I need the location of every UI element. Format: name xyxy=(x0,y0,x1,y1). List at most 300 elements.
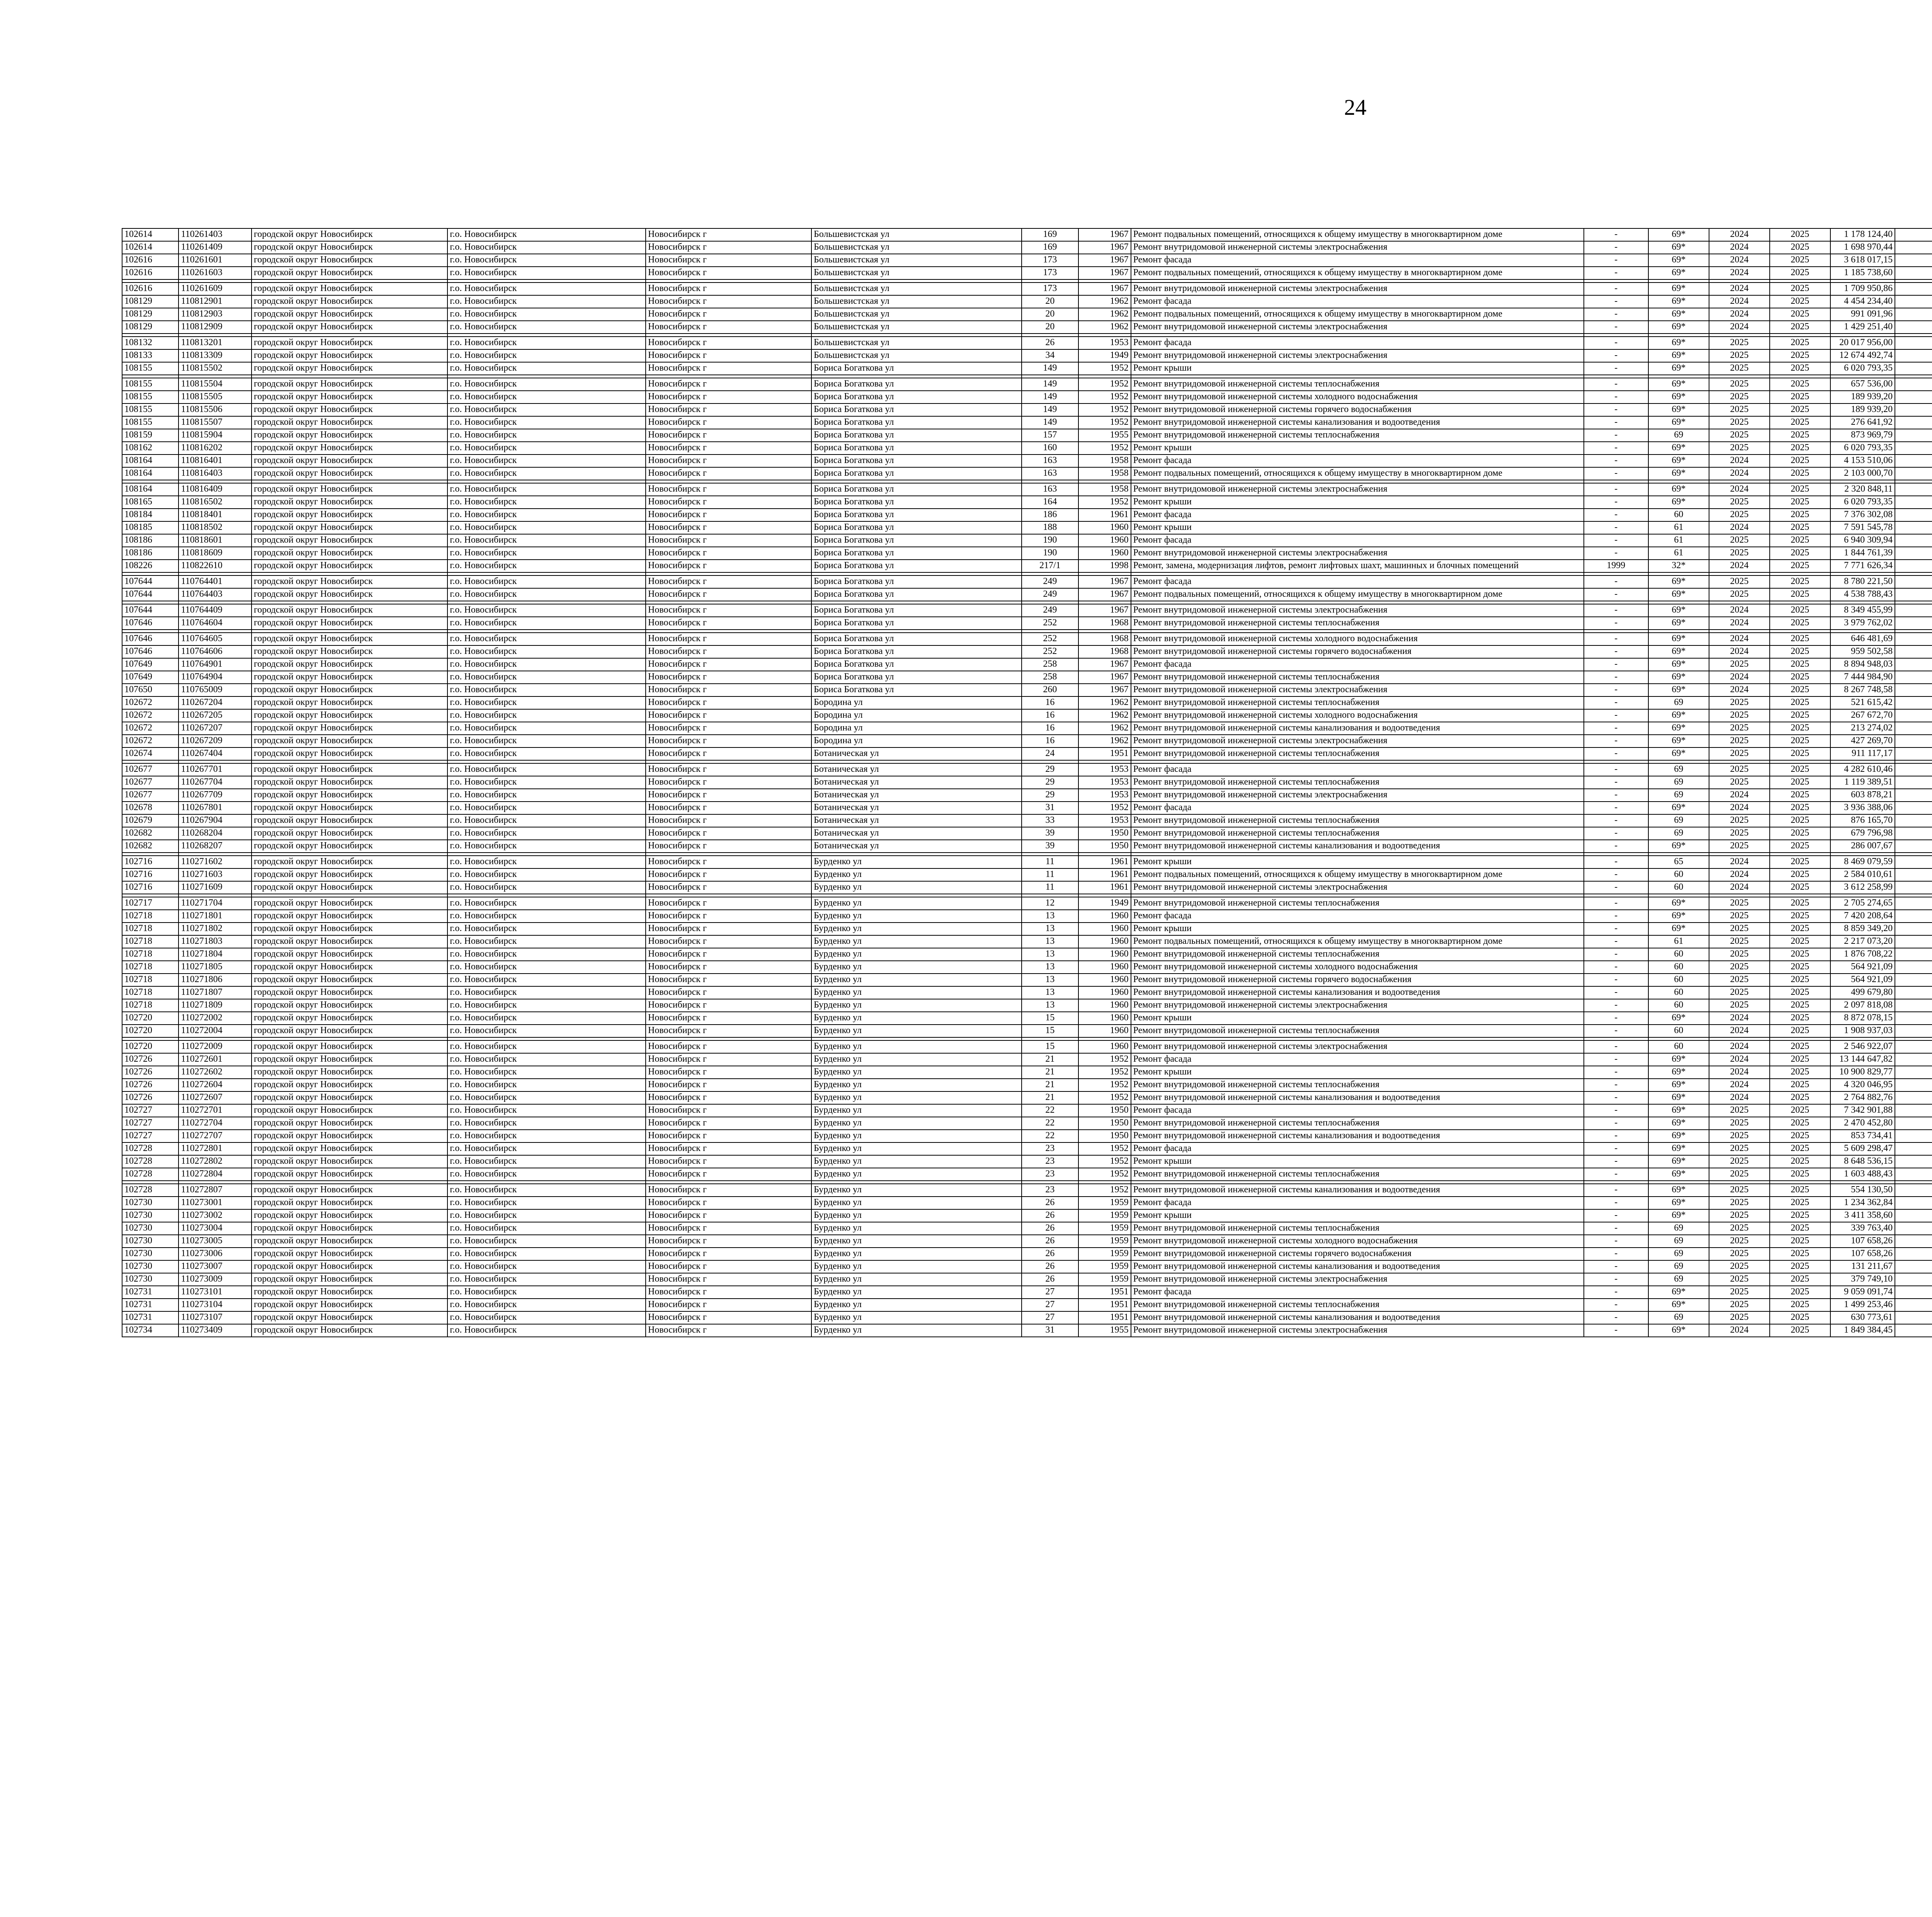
cell-fund-cost xyxy=(1895,633,1932,645)
cell-plan-year: 2025 xyxy=(1709,442,1770,455)
cell-total-cost: 564 921,09 xyxy=(1830,961,1895,974)
table-row xyxy=(122,241,1932,254)
cell-build-year: 1952 xyxy=(1078,1155,1131,1168)
cell-total-cost: 8 872 078,15 xyxy=(1830,1012,1895,1025)
cell-fund-cost xyxy=(1895,521,1932,534)
cell-urban-district: г.о. Новосибирск xyxy=(447,961,646,974)
cell-municipality: городской округ Новосибирск xyxy=(252,1311,447,1324)
cell-deadline-year: 2025 xyxy=(1770,1053,1830,1066)
table-row xyxy=(122,1299,1932,1311)
cell-house-id: 108155 xyxy=(122,391,179,403)
cell-total-cost: 20 017 956,00 xyxy=(1830,337,1895,349)
cell-street: Бориса Богаткова ул xyxy=(811,684,1022,696)
cell-build-year: 1950 xyxy=(1078,827,1131,840)
cell-street: Бурденко ул xyxy=(811,910,1022,923)
cell-plan-year: 2025 xyxy=(1709,814,1770,827)
cell-lift-year: - xyxy=(1584,295,1648,308)
cell-build-year: 1959 xyxy=(1078,1273,1131,1286)
cell-build-year: 1959 xyxy=(1078,1248,1131,1260)
table-row xyxy=(122,789,1932,802)
spacer-cell xyxy=(811,760,1022,763)
cell-work-id: 110273409 xyxy=(179,1324,251,1337)
cell-total-cost: 9 059 091,74 xyxy=(1830,1286,1895,1299)
cell-work-id: 110816409 xyxy=(179,483,251,496)
table-row xyxy=(122,455,1932,467)
cell-work-id: 110812901 xyxy=(179,295,251,308)
spacer-cell xyxy=(1648,760,1709,763)
cell-house-number: 149 xyxy=(1022,416,1078,429)
cell-wear-percent: 69* xyxy=(1648,1184,1709,1197)
table-row xyxy=(122,1142,1932,1155)
cell-locality: Новосибирск г xyxy=(646,362,811,375)
cell-street: Бориса Богаткова ул xyxy=(811,588,1022,601)
cell-deadline-year: 2025 xyxy=(1770,521,1830,534)
cell-locality: Новосибирск г xyxy=(646,416,811,429)
cell-wear-percent: 69* xyxy=(1648,722,1709,735)
cell-deadline-year: 2025 xyxy=(1770,349,1830,362)
cell-build-year: 1961 xyxy=(1078,509,1131,521)
cell-street: Бурденко ул xyxy=(811,1168,1022,1181)
cell-work-id: 110273001 xyxy=(179,1197,251,1209)
cell-build-year: 1949 xyxy=(1078,897,1131,910)
cell-locality: Новосибирск г xyxy=(646,684,811,696)
cell-total-cost: 4 320 046,95 xyxy=(1830,1079,1895,1091)
cell-work-type: Ремонт крыши xyxy=(1131,856,1584,868)
cell-fund-cost xyxy=(1895,1130,1932,1142)
cell-build-year: 1960 xyxy=(1078,1025,1131,1037)
cell-wear-percent: 69* xyxy=(1648,709,1709,722)
cell-street: Бориса Богаткова ул xyxy=(811,442,1022,455)
cell-street: Ботаническая ул xyxy=(811,827,1022,840)
cell-deadline-year: 2025 xyxy=(1770,1248,1830,1260)
spacer-cell xyxy=(1584,1037,1648,1040)
cell-municipality: городской округ Новосибирск xyxy=(252,671,447,684)
cell-wear-percent: 69* xyxy=(1648,1012,1709,1025)
table-row xyxy=(122,321,1932,334)
cell-house-number: 27 xyxy=(1022,1299,1078,1311)
cell-house-id: 102726 xyxy=(122,1053,179,1066)
cell-locality: Новосибирск г xyxy=(646,283,811,295)
cell-house-id: 102728 xyxy=(122,1142,179,1155)
cell-deadline-year: 2025 xyxy=(1770,254,1830,267)
spacer-cell xyxy=(1830,853,1895,856)
cell-house-number: 252 xyxy=(1022,633,1078,645)
cell-total-cost: 7 771 626,34 xyxy=(1830,560,1895,572)
cell-urban-district: г.о. Новосибирск xyxy=(447,881,646,894)
cell-build-year: 1949 xyxy=(1078,349,1131,362)
cell-work-type: Ремонт внутридомовой инженерной системы холодного водоснабжения xyxy=(1131,391,1584,403)
cell-lift-year: - xyxy=(1584,910,1648,923)
cell-deadline-year: 2025 xyxy=(1770,1012,1830,1025)
cell-wear-percent: 69* xyxy=(1648,337,1709,349)
cell-locality: Новосибирск г xyxy=(646,696,811,709)
cell-house-id: 102672 xyxy=(122,709,179,722)
cell-lift-year: - xyxy=(1584,283,1648,295)
cell-house-number: 22 xyxy=(1022,1117,1078,1130)
cell-deadline-year: 2025 xyxy=(1770,1184,1830,1197)
cell-build-year: 1967 xyxy=(1078,588,1131,601)
cell-urban-district: г.о. Новосибирск xyxy=(447,1091,646,1104)
cell-total-cost: 3 618 017,15 xyxy=(1830,254,1895,267)
cell-municipality: городской округ Новосибирск xyxy=(252,868,447,881)
cell-total-cost: 2 705 274,65 xyxy=(1830,897,1895,910)
cell-municipality: городской округ Новосибирск xyxy=(252,1324,447,1337)
cell-work-id: 110812903 xyxy=(179,308,251,321)
cell-street: Бурденко ул xyxy=(811,1025,1022,1037)
cell-house-id: 108162 xyxy=(122,442,179,455)
cell-work-type: Ремонт внутридомовой инженерной системы теплоснабжения xyxy=(1131,1222,1584,1235)
cell-house-number: 190 xyxy=(1022,534,1078,547)
cell-fund-cost xyxy=(1895,1025,1932,1037)
cell-lift-year: - xyxy=(1584,935,1648,948)
cell-urban-district: г.о. Новосибирск xyxy=(447,910,646,923)
cell-lift-year: - xyxy=(1584,1040,1648,1053)
cell-street: Бориса Богаткова ул xyxy=(811,604,1022,617)
cell-plan-year: 2025 xyxy=(1709,403,1770,416)
cell-plan-year: 2025 xyxy=(1709,1286,1770,1299)
cell-fund-cost xyxy=(1895,496,1932,509)
spacer-cell xyxy=(1022,601,1078,604)
cell-street: Большевистская ул xyxy=(811,241,1022,254)
cell-build-year: 1952 xyxy=(1078,496,1131,509)
spacer-cell xyxy=(252,853,447,856)
cell-locality: Новосибирск г xyxy=(646,467,811,480)
cell-total-cost: 4 153 510,06 xyxy=(1830,455,1895,467)
cell-municipality: городской округ Новосибирск xyxy=(252,403,447,416)
cell-urban-district: г.о. Новосибирск xyxy=(447,1104,646,1117)
cell-wear-percent: 69* xyxy=(1648,362,1709,375)
cell-house-number: 173 xyxy=(1022,283,1078,295)
cell-plan-year: 2024 xyxy=(1709,1012,1770,1025)
cell-urban-district: г.о. Новосибирск xyxy=(447,948,646,961)
cell-street: Ботаническая ул xyxy=(811,814,1022,827)
cell-deadline-year: 2025 xyxy=(1770,709,1830,722)
cell-plan-year: 2024 xyxy=(1709,321,1770,334)
cell-locality: Новосибирск г xyxy=(646,442,811,455)
cell-total-cost: 6 020 793,35 xyxy=(1830,362,1895,375)
cell-total-cost: 2 320 848,11 xyxy=(1830,483,1895,496)
cell-lift-year: - xyxy=(1584,999,1648,1012)
cell-work-type: Ремонт внутридомовой инженерной системы теплоснабжения xyxy=(1131,671,1584,684)
cell-lift-year: - xyxy=(1584,1117,1648,1130)
cell-street: Бориса Богаткова ул xyxy=(811,617,1022,630)
cell-work-type: Ремонт внутридомовой инженерной системы канализования и водоотведения xyxy=(1131,416,1584,429)
cell-wear-percent: 69 xyxy=(1648,763,1709,776)
spacer-cell xyxy=(1830,572,1895,575)
cell-work-type: Ремонт внутридомовой инженерной системы холодного водоснабжения xyxy=(1131,1235,1584,1248)
spacer-cell xyxy=(122,853,179,856)
cell-fund-cost xyxy=(1895,1260,1932,1273)
cell-municipality: городской округ Новосибирск xyxy=(252,1142,447,1155)
cell-deadline-year: 2025 xyxy=(1770,547,1830,560)
spacer-cell xyxy=(1709,1181,1770,1184)
cell-deadline-year: 2025 xyxy=(1770,1324,1830,1337)
cell-locality: Новосибирск г xyxy=(646,483,811,496)
cell-municipality: городской округ Новосибирск xyxy=(252,658,447,671)
cell-house-id: 102718 xyxy=(122,999,179,1012)
cell-build-year: 1952 xyxy=(1078,1079,1131,1091)
cell-locality: Новосибирск г xyxy=(646,575,811,588)
cell-total-cost: 657 536,00 xyxy=(1830,378,1895,391)
cell-work-type: Ремонт внутридомовой инженерной системы электроснабжения xyxy=(1131,349,1584,362)
cell-lift-year: - xyxy=(1584,709,1648,722)
cell-lift-year: - xyxy=(1584,776,1648,789)
cell-municipality: городской округ Новосибирск xyxy=(252,254,447,267)
spacer-cell xyxy=(1131,1037,1584,1040)
cell-house-number: 29 xyxy=(1022,776,1078,789)
cell-lift-year: - xyxy=(1584,974,1648,986)
cell-house-id: 108129 xyxy=(122,321,179,334)
cell-fund-cost xyxy=(1895,391,1932,403)
spacer-row xyxy=(122,760,1932,763)
table-row xyxy=(122,1209,1932,1222)
cell-work-type: Ремонт внутридомовой инженерной системы канализования и водоотведения xyxy=(1131,722,1584,735)
cell-lift-year: - xyxy=(1584,948,1648,961)
spacer-cell xyxy=(447,853,646,856)
cell-plan-year: 2025 xyxy=(1709,391,1770,403)
cell-plan-year: 2024 xyxy=(1709,267,1770,279)
cell-work-id: 110813201 xyxy=(179,337,251,349)
cell-lift-year: - xyxy=(1584,1209,1648,1222)
cell-municipality: городской округ Новосибирск xyxy=(252,547,447,560)
cell-fund-cost xyxy=(1895,362,1932,375)
cell-total-cost: 873 969,79 xyxy=(1830,429,1895,442)
cell-work-type: Ремонт фасада xyxy=(1131,1142,1584,1155)
cell-house-id: 108184 xyxy=(122,509,179,521)
cell-deadline-year: 2025 xyxy=(1770,1260,1830,1273)
cell-lift-year: - xyxy=(1584,802,1648,814)
cell-municipality: городской округ Новосибирск xyxy=(252,1012,447,1025)
cell-municipality: городской округ Новосибирск xyxy=(252,1197,447,1209)
cell-wear-percent: 69* xyxy=(1648,684,1709,696)
cell-urban-district: г.о. Новосибирск xyxy=(447,416,646,429)
cell-work-type: Ремонт внутридомовой инженерной системы электроснабжения xyxy=(1131,1324,1584,1337)
spacer-cell xyxy=(179,894,251,897)
cell-municipality: городской округ Новосибирск xyxy=(252,521,447,534)
cell-locality: Новосибирск г xyxy=(646,1066,811,1079)
cell-fund-cost xyxy=(1895,509,1932,521)
cell-street: Бориса Богаткова ул xyxy=(811,671,1022,684)
cell-wear-percent: 69 xyxy=(1648,696,1709,709)
cell-wear-percent: 69* xyxy=(1648,588,1709,601)
spacer-cell xyxy=(1770,630,1830,633)
cell-municipality: городской округ Новосибирск xyxy=(252,1079,447,1091)
spacer-row xyxy=(122,601,1932,604)
cell-lift-year: - xyxy=(1584,496,1648,509)
cell-total-cost: 4 282 610,46 xyxy=(1830,763,1895,776)
cell-total-cost: 2 584 010,61 xyxy=(1830,868,1895,881)
cell-urban-district: г.о. Новосибирск xyxy=(447,1260,646,1273)
table-row xyxy=(122,496,1932,509)
cell-urban-district: г.о. Новосибирск xyxy=(447,362,646,375)
cell-build-year: 1960 xyxy=(1078,986,1131,999)
cell-plan-year: 2024 xyxy=(1709,1079,1770,1091)
cell-lift-year: - xyxy=(1584,1130,1648,1142)
cell-municipality: городской округ Новосибирск xyxy=(252,881,447,894)
cell-house-id: 108226 xyxy=(122,560,179,572)
cell-total-cost: 107 658,26 xyxy=(1830,1248,1895,1260)
cell-house-number: 21 xyxy=(1022,1066,1078,1079)
cell-build-year: 1952 xyxy=(1078,802,1131,814)
spacer-cell xyxy=(252,1181,447,1184)
cell-fund-cost xyxy=(1895,617,1932,630)
cell-municipality: городской округ Новосибирск xyxy=(252,295,447,308)
spacer-cell xyxy=(646,853,811,856)
spacer-cell xyxy=(447,279,646,283)
cell-work-type: Ремонт фасада xyxy=(1131,1104,1584,1117)
spacer-cell xyxy=(1078,630,1131,633)
cell-fund-cost xyxy=(1895,295,1932,308)
cell-plan-year: 2024 xyxy=(1709,455,1770,467)
cell-lift-year: - xyxy=(1584,1248,1648,1260)
cell-total-cost: 7 342 901,88 xyxy=(1830,1104,1895,1117)
cell-house-id: 102718 xyxy=(122,923,179,935)
cell-house-id: 102730 xyxy=(122,1197,179,1209)
cell-municipality: городской округ Новосибирск xyxy=(252,1104,447,1117)
table-row xyxy=(122,521,1932,534)
spacer-cell xyxy=(811,630,1022,633)
cell-deadline-year: 2025 xyxy=(1770,604,1830,617)
cell-urban-district: г.о. Новосибирск xyxy=(447,856,646,868)
cell-fund-cost xyxy=(1895,604,1932,617)
cell-work-id: 110261409 xyxy=(179,241,251,254)
cell-work-id: 110261609 xyxy=(179,283,251,295)
cell-deadline-year: 2025 xyxy=(1770,881,1830,894)
cell-municipality: городской округ Новосибирск xyxy=(252,840,447,853)
cell-plan-year: 2025 xyxy=(1709,1235,1770,1248)
cell-house-id: 102718 xyxy=(122,986,179,999)
cell-build-year: 1959 xyxy=(1078,1222,1131,1235)
cell-deadline-year: 2025 xyxy=(1770,442,1830,455)
cell-lift-year: - xyxy=(1584,403,1648,416)
cell-locality: Новосибирск г xyxy=(646,1053,811,1066)
cell-wear-percent: 69* xyxy=(1648,254,1709,267)
spacer-cell xyxy=(1648,1037,1709,1040)
cell-work-type: Ремонт внутридомовой инженерной системы теплоснабжения xyxy=(1131,1299,1584,1311)
cell-wear-percent: 61 xyxy=(1648,935,1709,948)
cell-wear-percent: 69 xyxy=(1648,429,1709,442)
cell-work-id: 110764403 xyxy=(179,588,251,601)
cell-total-cost: 7 591 545,78 xyxy=(1830,521,1895,534)
cell-work-type: Ремонт крыши xyxy=(1131,1209,1584,1222)
cell-street: Бориса Богаткова ул xyxy=(811,483,1022,496)
cell-street: Бориса Богаткова ул xyxy=(811,633,1022,645)
cell-house-number: 39 xyxy=(1022,827,1078,840)
cell-plan-year: 2025 xyxy=(1709,1222,1770,1235)
cell-work-type: Ремонт внутридомовой инженерной системы теплоснабжения xyxy=(1131,1117,1584,1130)
cell-total-cost: 499 679,80 xyxy=(1830,986,1895,999)
spacer-cell xyxy=(122,601,179,604)
cell-locality: Новосибирск г xyxy=(646,1222,811,1235)
cell-fund-cost xyxy=(1895,467,1932,480)
spacer-cell xyxy=(811,334,1022,337)
cell-plan-year: 2025 xyxy=(1709,827,1770,840)
cell-urban-district: г.о. Новосибирск xyxy=(447,1184,646,1197)
cell-total-cost: 2 546 922,07 xyxy=(1830,1040,1895,1053)
cell-work-id: 110272701 xyxy=(179,1104,251,1117)
cell-deadline-year: 2025 xyxy=(1770,722,1830,735)
cell-municipality: городской округ Новосибирск xyxy=(252,349,447,362)
cell-street: Бориса Богаткова ул xyxy=(811,362,1022,375)
cell-municipality: городской округ Новосибирск xyxy=(252,722,447,735)
cell-wear-percent: 69* xyxy=(1648,1155,1709,1168)
cell-house-id: 102716 xyxy=(122,856,179,868)
cell-plan-year: 2025 xyxy=(1709,658,1770,671)
cell-fund-cost xyxy=(1895,802,1932,814)
cell-wear-percent: 61 xyxy=(1648,547,1709,560)
cell-locality: Новосибирск г xyxy=(646,496,811,509)
cell-plan-year: 2025 xyxy=(1709,1130,1770,1142)
cell-street: Бурденко ул xyxy=(811,935,1022,948)
spacer-cell xyxy=(1709,375,1770,378)
cell-build-year: 1952 xyxy=(1078,378,1131,391)
cell-deadline-year: 2025 xyxy=(1770,633,1830,645)
cell-municipality: городской округ Новосибирск xyxy=(252,776,447,789)
cell-build-year: 1962 xyxy=(1078,295,1131,308)
cell-urban-district: г.о. Новосибирск xyxy=(447,283,646,295)
cell-street: Бурденко ул xyxy=(811,1142,1022,1155)
table-row xyxy=(122,1311,1932,1324)
cell-work-type: Ремонт подвальных помещений, относящихся к общему имуществу в многоквартирном доме xyxy=(1131,588,1584,601)
cell-wear-percent: 69* xyxy=(1648,241,1709,254)
cell-build-year: 1951 xyxy=(1078,1311,1131,1324)
cell-lift-year: - xyxy=(1584,747,1648,760)
spacer-cell xyxy=(1584,480,1648,483)
cell-lift-year: - xyxy=(1584,442,1648,455)
cell-urban-district: г.о. Новосибирск xyxy=(447,617,646,630)
cell-house-number: 169 xyxy=(1022,228,1078,241)
page-number: 24 xyxy=(1344,95,1367,120)
cell-deadline-year: 2025 xyxy=(1770,645,1830,658)
cell-work-type: Ремонт внутридомовой инженерной системы горячего водоснабжения xyxy=(1131,645,1584,658)
cell-municipality: городской округ Новосибирск xyxy=(252,935,447,948)
cell-work-id: 110272704 xyxy=(179,1117,251,1130)
cell-wear-percent: 69* xyxy=(1648,295,1709,308)
cell-lift-year: 1999 xyxy=(1584,560,1648,572)
cell-work-type: Ремонт внутридомовой инженерной системы горячего водоснабжения xyxy=(1131,974,1584,986)
cell-work-id: 110267205 xyxy=(179,709,251,722)
cell-fund-cost xyxy=(1895,429,1932,442)
spacer-cell xyxy=(252,760,447,763)
cell-work-id: 110816202 xyxy=(179,442,251,455)
spacer-cell xyxy=(1830,1181,1895,1184)
cell-build-year: 1953 xyxy=(1078,789,1131,802)
cell-street: Бурденко ул xyxy=(811,868,1022,881)
cell-lift-year: - xyxy=(1584,722,1648,735)
cell-total-cost: 7 420 208,64 xyxy=(1830,910,1895,923)
cell-municipality: городской округ Новосибирск xyxy=(252,575,447,588)
cell-fund-cost xyxy=(1895,961,1932,974)
cell-street: Бориса Богаткова ул xyxy=(811,575,1022,588)
cell-municipality: городской округ Новосибирск xyxy=(252,496,447,509)
cell-street: Бориса Богаткова ул xyxy=(811,403,1022,416)
cell-municipality: городской округ Новосибирск xyxy=(252,1053,447,1066)
cell-house-number: 12 xyxy=(1022,897,1078,910)
cell-plan-year: 2024 xyxy=(1709,881,1770,894)
cell-build-year: 1952 xyxy=(1078,1184,1131,1197)
cell-build-year: 1950 xyxy=(1078,1130,1131,1142)
cell-municipality: городской округ Новосибирск xyxy=(252,827,447,840)
spacer-row xyxy=(122,1181,1932,1184)
table-row xyxy=(122,1260,1932,1273)
cell-total-cost: 213 274,02 xyxy=(1830,722,1895,735)
cell-build-year: 1960 xyxy=(1078,935,1131,948)
cell-fund-cost xyxy=(1895,308,1932,321)
cell-deadline-year: 2025 xyxy=(1770,588,1830,601)
table-row xyxy=(122,1324,1932,1337)
table-row xyxy=(122,1025,1932,1037)
table-row xyxy=(122,534,1932,547)
